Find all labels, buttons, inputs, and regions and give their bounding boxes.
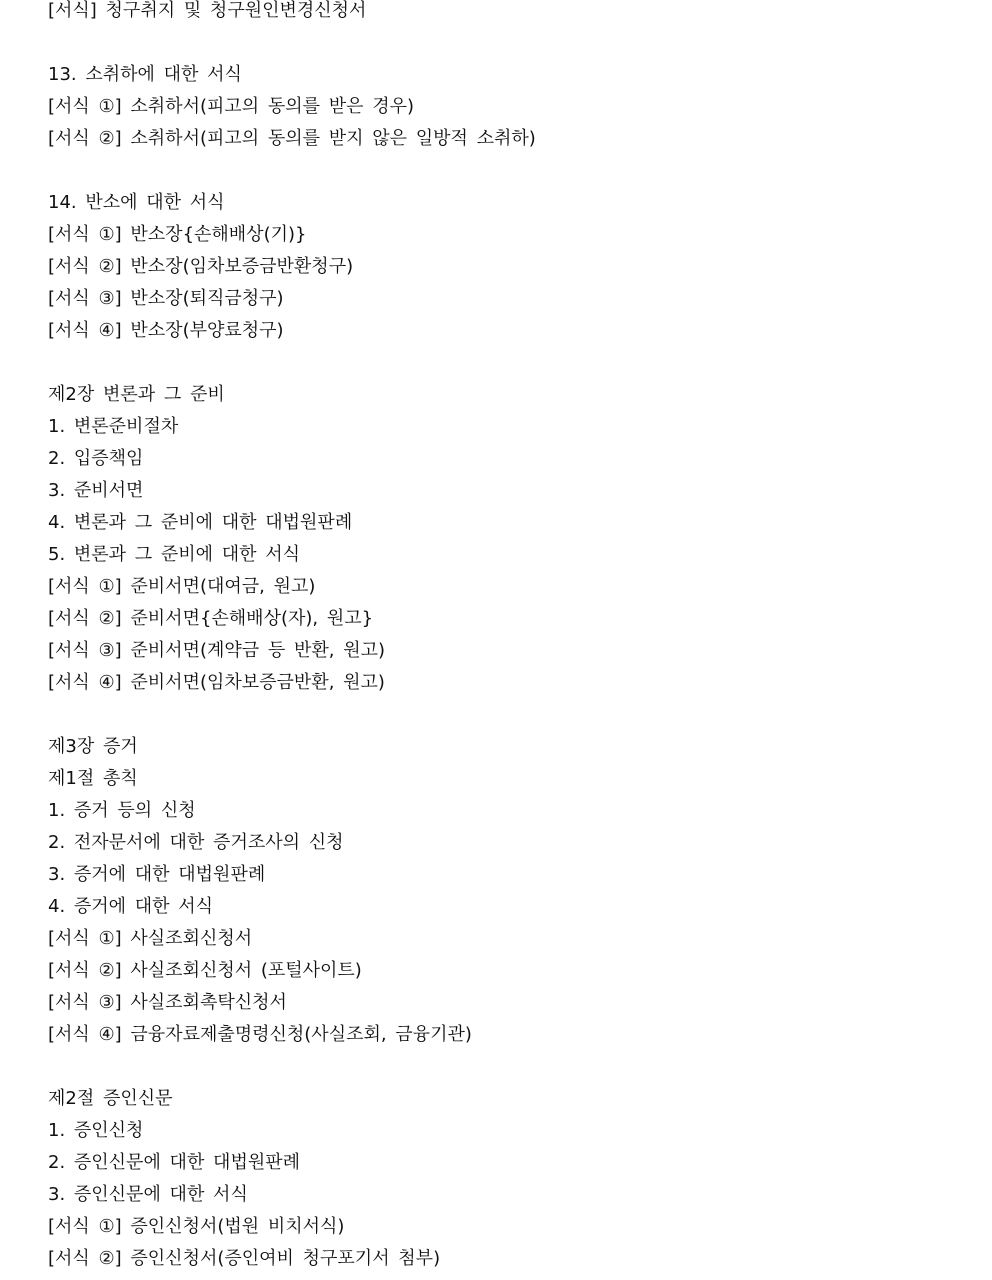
document-line: 13. 소취하에 대한 서식 <box>48 64 242 85</box>
document-line: [서식 ②] 반소장(임차보증금반환청구) <box>48 256 354 277</box>
document-page <box>48 0 978 1280</box>
document-line: 4. 변론과 그 준비에 대한 대법원판례 <box>48 512 353 533</box>
document-line: [서식 ④] 준비서면(임차보증금반환, 원고) <box>48 672 385 693</box>
document-line: 1. 증거 등의 신청 <box>48 800 196 821</box>
document-line: 3. 준비서면 <box>48 480 144 501</box>
document-line: [서식 ③] 사실조회촉탁신청서 <box>48 992 287 1013</box>
document-line: 14. 반소에 대한 서식 <box>48 192 225 213</box>
document-line: [서식 ①] 준비서면(대여금, 원고) <box>48 576 316 597</box>
document-line: [서식 ②] 준비서면{손해배상(자), 원고} <box>48 608 374 629</box>
document-line: [서식 ④] 금융자료제출명령신청(사실조회, 금융기관) <box>48 1024 472 1045</box>
blank-line <box>48 160 978 192</box>
document-line: [서식 ①] 증인신청서(법원 비치서식) <box>48 1216 345 1237</box>
blank-line <box>48 704 978 736</box>
document-line: [서식 ①] 사실조회신청서 <box>48 928 253 949</box>
document-line: [서식 ④] 반소장(부양료청구) <box>48 320 284 341</box>
blank-line <box>48 32 978 64</box>
blank-line <box>48 1056 978 1088</box>
document-line: [서식 ②] 소취하서(피고의 동의를 받지 않은 일방적 소취하) <box>48 128 536 149</box>
document-line: 제3장 증거 <box>48 736 138 757</box>
document-line: 2. 입증책임 <box>48 448 144 469</box>
document-line: [서식 ①] 소취하서(피고의 동의를 받은 경우) <box>48 96 415 117</box>
document-line: [서식 ②] 증인신청서(증인여비 청구포기서 첨부) <box>48 1248 441 1269</box>
document-line: 2. 전자문서에 대한 증거조사의 신청 <box>48 832 344 853</box>
document-line: [서식 ①] 반소장{손해배상(기)} <box>48 224 307 245</box>
document-line: [서식] 청구취지 및 청구원인변경신청서 <box>48 0 367 21</box>
document-line: [서식 ②] 사실조회신청서 (포털사이트) <box>48 960 362 981</box>
document-line: 1. 증인신청 <box>48 1120 144 1141</box>
document-line: 제2장 변론과 그 준비 <box>48 384 225 405</box>
document-line: 4. 증거에 대한 서식 <box>48 896 214 917</box>
document-line: 제2절 증인신문 <box>48 1088 173 1109</box>
document-line: 2. 증인신문에 대한 대법원판례 <box>48 1152 300 1173</box>
document-line: [서식 ③] 반소장(퇴직금청구) <box>48 288 284 309</box>
document-line: 5. 변론과 그 준비에 대한 서식 <box>48 544 301 565</box>
blank-line <box>48 352 978 384</box>
document-line: 1. 변론준비절차 <box>48 416 179 437</box>
document-line: 제1절 총칙 <box>48 768 138 789</box>
document-line: 3. 증인신문에 대한 서식 <box>48 1184 248 1205</box>
document-line: 3. 증거에 대한 대법원판례 <box>48 864 266 885</box>
document-line: [서식 ③] 준비서면(계약금 등 반환, 원고) <box>48 640 385 661</box>
